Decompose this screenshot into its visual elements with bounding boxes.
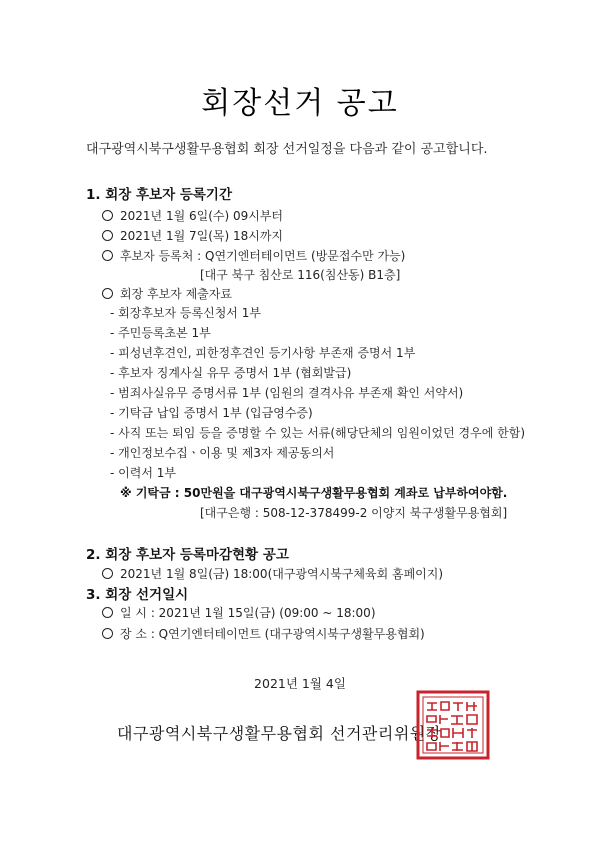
list-item: 2021년 1월 6일(수) 09시부터 bbox=[102, 207, 283, 224]
circle-bullet-icon bbox=[102, 250, 113, 261]
document-item: - 사직 또는 퇴임 등을 증명할 수 있는 서류(해당단체의 임원이었던 경우에 한함) bbox=[110, 426, 526, 440]
list-item: 일 시 : 2021년 1월 15일(금) (09:00 ~ 18:00) bbox=[102, 604, 376, 621]
bank-account: [대구은행 : 508-12-378499-2 이양지 북구생활무용협회] bbox=[200, 506, 508, 520]
document-item: - 범죄사실유무 증명서류 1부 (임원의 결격사유 부존재 확인 서약서) bbox=[110, 386, 464, 400]
document-item: - 회장후보자 등록신청서 1부 bbox=[110, 306, 261, 320]
list-item: 2021년 1월 7일(목) 18시까지 bbox=[102, 227, 283, 244]
document-item: - 기탁금 납입 증명서 1부 (입금영수증) bbox=[110, 406, 313, 420]
document-item: - 피성년후견인, 피한정후견인 등기사항 부존재 증명서 1부 bbox=[110, 346, 416, 360]
list-item: 2021년 1월 8일(금) 18:00(대구광역시북구체육회 홈페이지) bbox=[102, 565, 443, 582]
circle-bullet-icon bbox=[102, 568, 113, 579]
document-item: - 후보자 징계사실 유무 증명서 1부 (협회발급) bbox=[110, 366, 352, 380]
organization-signature: 대구광역시북구생활무용협회 선거관리위원장 bbox=[117, 724, 442, 743]
intro-text: 대구광역시북구생활무용협회 회장 선거일정을 다음과 같이 공고합니다. bbox=[86, 142, 488, 157]
deposit-note: ※ 기탁금 : 50만원을 대구광역시북구생활무용협회 계좌로 납부하여야함. bbox=[120, 486, 508, 500]
section-1-heading: 1. 회장 후보자 등록기간 bbox=[86, 187, 232, 203]
documents-title: 회장 후보자 제출자료 bbox=[102, 285, 232, 302]
registration-address: [대구 북구 침산로 116(침산동) B1층] bbox=[200, 268, 401, 282]
list-item: 장 소 : Q연기엔터테이먼트 (대구광역시북구생활무용협회) bbox=[102, 625, 425, 642]
circle-bullet-icon bbox=[102, 607, 113, 618]
official-seal-icon bbox=[416, 690, 490, 760]
section-3-heading: 3. 회장 선거일시 bbox=[86, 587, 189, 603]
circle-bullet-icon bbox=[102, 288, 113, 299]
document-item: - 주민등록초본 1부 bbox=[110, 326, 211, 340]
circle-bullet-icon bbox=[102, 230, 113, 241]
announcement-date: 2021년 1월 4일 bbox=[254, 676, 346, 691]
section-2-heading: 2. 회장 후보자 등록마감현황 공고 bbox=[86, 547, 289, 563]
page-title: 회장선거 공고 bbox=[201, 86, 399, 121]
circle-bullet-icon bbox=[102, 628, 113, 639]
document-item: - 이력서 1부 bbox=[110, 466, 176, 480]
document-item: - 개인정보수집ㆍ이용 및 제3자 제공동의서 bbox=[110, 446, 335, 460]
list-item: 후보자 등록처 : Q연기엔터테이먼트 (방문접수만 가능) bbox=[102, 247, 405, 264]
circle-bullet-icon bbox=[102, 210, 113, 221]
